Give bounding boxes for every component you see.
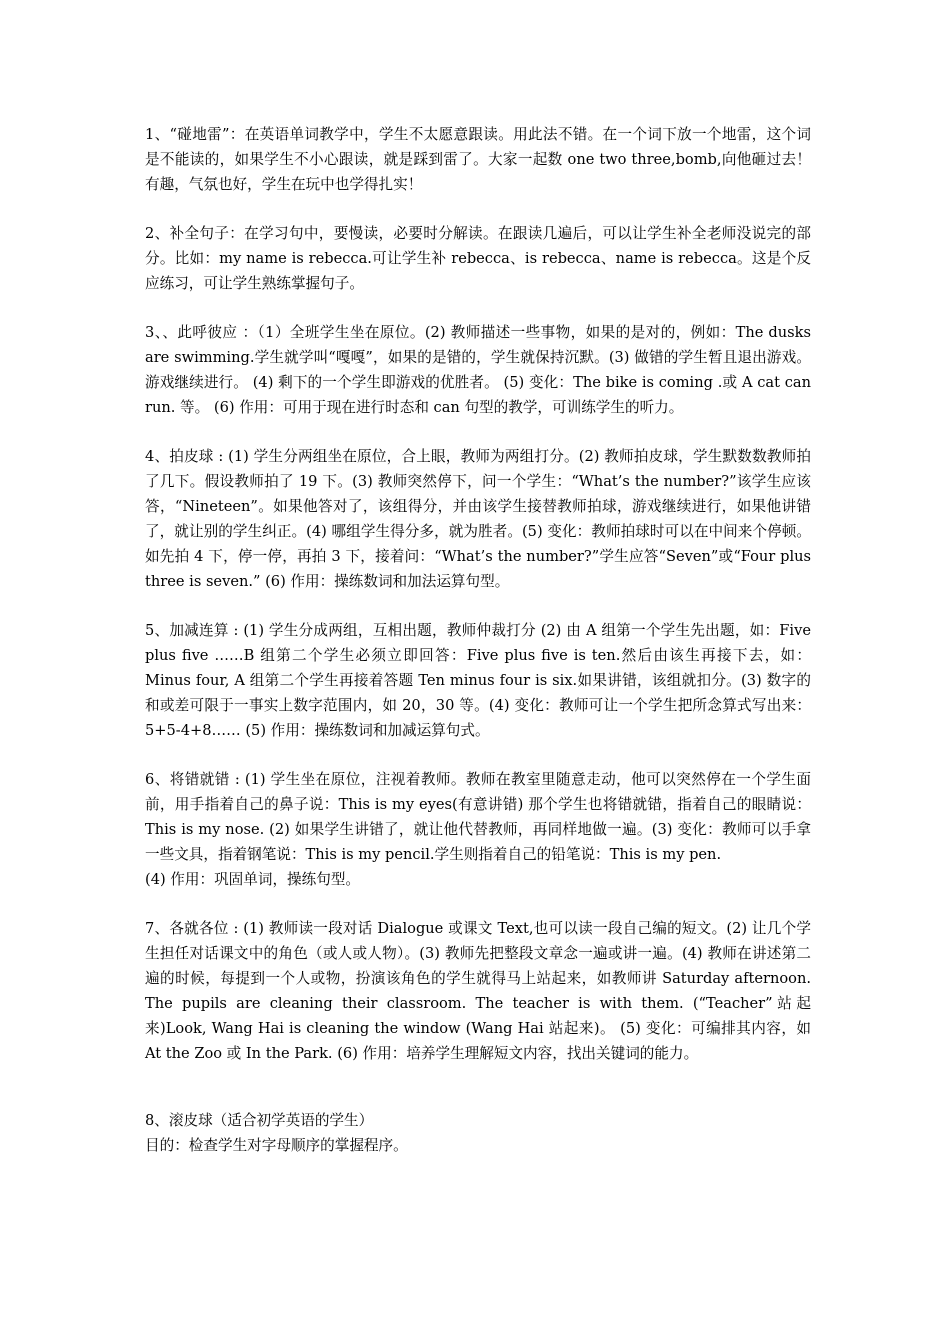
paragraph-8	[145, 1108, 811, 1158]
paragraph-4	[145, 444, 811, 594]
paragraph-6	[145, 767, 811, 892]
paragraph-2-text: 2、补全句子：在学习句中，要慢读，必要时分解读。在跟读几遍后，可以让学生补全老师没说完的部分。比如：my name is rebecca.可让学生补 rebecca、is rebecca、name is rebecca。这是个反应练习，可让学生熟练掌握句子。	[145, 225, 811, 292]
paragraph-6-text: 6、将错就错 : (1) 学生坐在原位，注视着教师。教师在教室里随意走动，他可以突然停在一个学生面前，用手指着自己的鼻子说：This is my eyes(有意讲错) 那个学生也将错就错，指着自己的眼睛说：This is my nose. (2) 如果学生讲错了，就让他代替教师，再同样地做一遍。(3) 变化：教师可以手拿一些文具，指着钢笔说：This is my pencil.学生则指着自己的铅笔说：This is my pen.	[145, 771, 811, 863]
paragraph-8-title: 8、滚皮球（适合初学英语的学生）	[145, 1112, 374, 1129]
paragraph-3	[145, 320, 811, 420]
paragraph-7-text: 7、各就各位 : (1) 教师读一段对话 Dialogue 或课文 Text,也可以读一段自己编的短文。(2) 让几个学生担任对话课文中的角色（或人或人物）。(3) 教师先把整段文章念一遍或讲一遍。(4) 教师在讲述第二遍的时候，每提到一个人或物，扮演该角色的学生就得马上站起来，如教师讲 Saturday afternoon. The pupils are cleaning their classroom. The teacher is with them. (“Teacher”站起来)Look, Wang Hai is cleaning the window (Wang Hai 站起来)。 (5) 变化：可编排其内容，如 At the Zoo 或 In the Park. (6) 作用：培养学生理解短文内容，找出关键词的能力。	[145, 920, 811, 1062]
paragraph-5-text: 5、加减连算 : (1) 学生分成两组，互相出题，教师仲裁打分 (2) 由 A 组第一个学生先出题，如：Five plus five ……B 组第二个学生必须立即回答：Five plus five is ten.然后由该生再接下去，如：Minus four, A 组第二个学生再接着答题 Ten minus four is six.如果讲错，该组就扣分。(3) 数字的和或差可限于一事实上数字范围内，如 20，30 等。(4) 变化：教师可让一个学生把所念算式写出来：5+5-4+8…… (5) 作用：操练数词和加减运算句式。	[145, 622, 811, 739]
paragraph-8-purpose: 目的：检查学生对字母顺序的掌握程序。	[145, 1137, 408, 1154]
document-page	[145, 122, 811, 1182]
paragraph-2	[145, 221, 811, 296]
paragraph-4-text: 4、拍皮球 : (1) 学生分两组坐在原位，合上眼，教师为两组打分。(2) 教师拍皮球，学生默数数教师拍了几下。假设教师拍了 19 下。(3) 教师突然停下，问一个学生：“What’s the number?”该学生应该答，“Nineteen”。如果他答对了，该组得分，并由该学生接替教师拍球，游戏继续进行，如果他讲错了，就让别的学生纠正。(4) 哪组学生得分多，就为胜者。(5) 变化：教师拍球时可以在中间来个停顿。如先拍 4 下，停一停，再拍 3 下，接着问：“What’s the number?”学生应答“Seven”或“Four plus three is seven.” (6) 作用：操练数词和加法运算句型。	[145, 448, 811, 590]
paragraph-1	[145, 122, 811, 197]
paragraph-1-text: 1、“碰地雷”：在英语单词教学中，学生不太愿意跟读。用此法不错。在一个词下放一个地雷，这个词是不能读的，如果学生不小心跟读，就是踩到雷了。大家一起数 one two three,bomb,向他砸过去！有趣，气氛也好，学生在玩中也学得扎实！	[145, 126, 811, 193]
paragraph-7	[145, 916, 811, 1066]
paragraph-5	[145, 618, 811, 743]
paragraph-3-text: 3、、此呼彼应 ：（1）全班学生坐在原位。(2) 教师描述一些事物，如果的是对的，例如：The dusks are swimming.学生就学叫“嘎嘎”，如果的是错的，学生就保持沉默。(3) 做错的学生暂且退出游戏。游戏继续进行。 (4) 剩下的一个学生即游戏的优胜者。 (5) 变化：The bike is coming .或 A cat can run. 等。 (6) 作用：可用于现在进行时态和 can 句型的教学，可训练学生的听力。	[145, 324, 811, 416]
spacer	[145, 1090, 811, 1108]
paragraph-6-function-line: (4) 作用：巩固单词，操练句型。	[145, 871, 361, 888]
